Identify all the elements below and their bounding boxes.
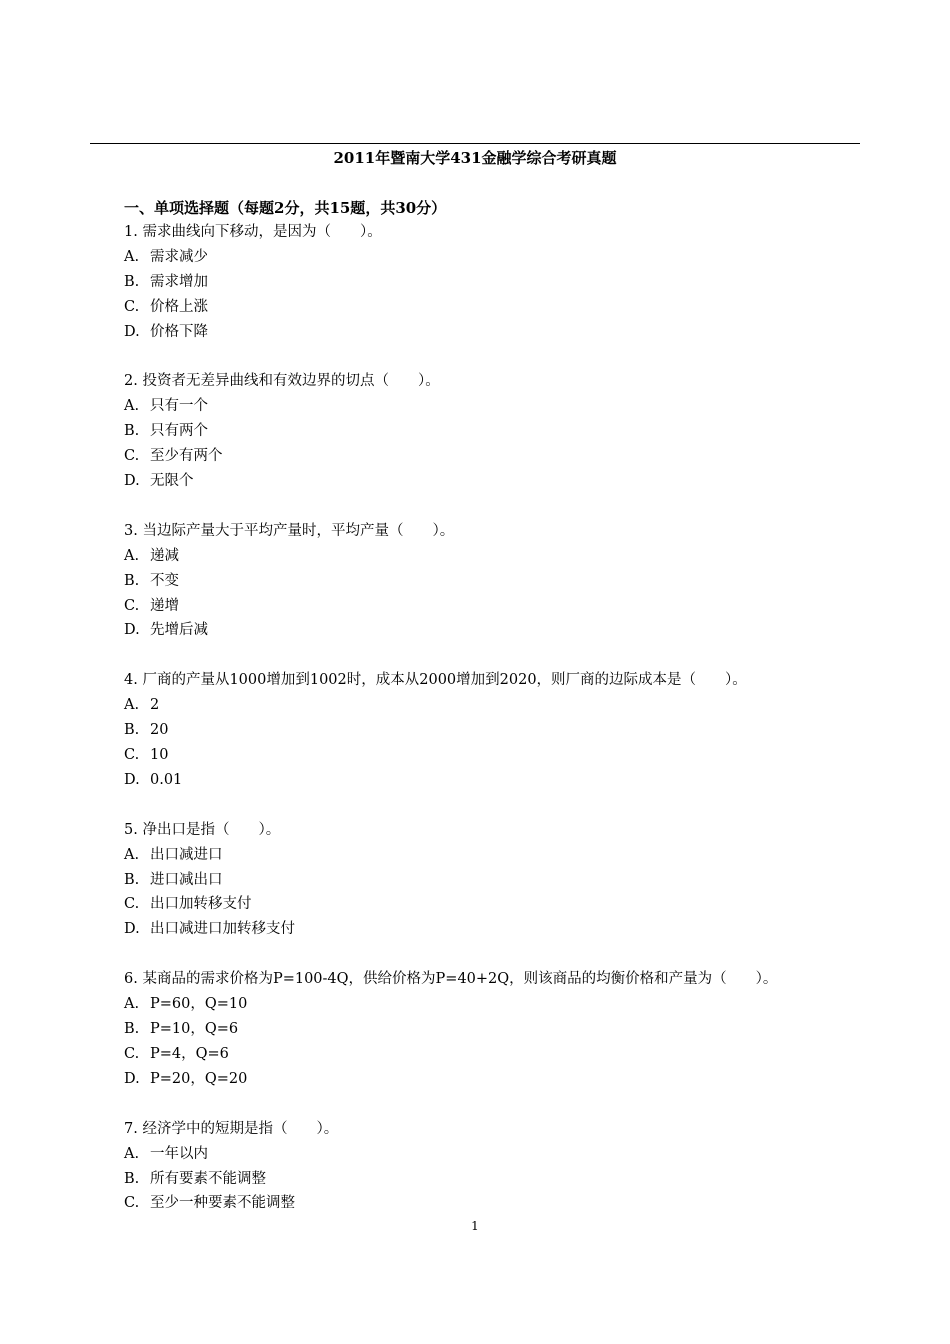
option-text: 价格下降: [150, 323, 208, 340]
option-letter: D.: [124, 1070, 140, 1087]
option-text: 递减: [150, 547, 179, 564]
option-text: 10: [150, 747, 169, 764]
option-letter: C.: [124, 747, 140, 764]
answer-option: [124, 1142, 860, 1167]
answer-option: [124, 1042, 860, 1067]
question-stem: 7. 经济学中的短期是指（ ）。: [124, 1120, 339, 1137]
option-letter: D.: [124, 921, 140, 938]
answer-option: [124, 594, 860, 619]
option-letter: A.: [124, 398, 140, 415]
question-stem: 3. 当边际产量大于平均产量时，平均产量（ ）。: [124, 522, 455, 539]
header-rule: [90, 143, 860, 144]
option-letter: C.: [124, 1045, 140, 1062]
option-text: 需求减少: [150, 248, 208, 265]
option-letter: B.: [124, 1170, 140, 1187]
option-text: 需求增加: [150, 273, 208, 290]
option-text: P=4，Q=6: [150, 1045, 229, 1062]
answer-option: [124, 917, 860, 942]
answer-option: [124, 1191, 860, 1216]
answer-option: [124, 569, 860, 594]
option-text: 只有两个: [150, 423, 208, 440]
content-area: [124, 196, 860, 1241]
question-list: [124, 220, 860, 1216]
answer-option: [124, 320, 860, 345]
answer-option: [124, 270, 860, 295]
option-text: 所有要素不能调整: [150, 1170, 266, 1187]
question-3: [124, 519, 860, 643]
question-6: [124, 967, 860, 1091]
option-letter: D.: [124, 622, 140, 639]
option-text: P=20，Q=20: [150, 1070, 248, 1087]
answer-option: [124, 469, 860, 494]
option-text: 递增: [150, 597, 179, 614]
answer-option: [124, 1167, 860, 1192]
option-letter: C.: [124, 1195, 140, 1212]
option-letter: B.: [124, 722, 140, 739]
answer-option: [124, 544, 860, 569]
option-letter: A.: [124, 846, 140, 863]
option-text: 0.01: [150, 771, 183, 788]
option-text: 出口减进口加转移支付: [150, 921, 295, 938]
question-7: [124, 1117, 860, 1217]
question-stem: 1. 需求曲线向下移动，是因为（ ）。: [124, 224, 382, 240]
answer-option: [124, 843, 860, 868]
option-text: 至少一种要素不能调整: [150, 1195, 295, 1212]
option-letter: C.: [124, 448, 140, 465]
option-text: 至少有两个: [150, 448, 223, 465]
option-letter: B.: [124, 1021, 140, 1038]
option-text: P=10，Q=6: [150, 1021, 239, 1038]
answer-option: [124, 992, 860, 1017]
question-1: [124, 220, 860, 344]
option-text: 无限个: [150, 473, 194, 490]
option-letter: D.: [124, 771, 140, 788]
answer-option: [124, 892, 860, 917]
answer-option: [124, 419, 860, 444]
answer-option: [124, 1017, 860, 1042]
option-text: 2: [150, 697, 160, 714]
question-4: [124, 668, 860, 792]
option-letter: B.: [124, 572, 140, 589]
document-title: 2011年暨南大学431金融学综合考研真题: [333, 149, 617, 167]
question-2: [124, 369, 860, 493]
option-letter: D.: [124, 323, 140, 340]
answer-option: [124, 444, 860, 469]
answer-option: [124, 693, 860, 718]
option-letter: A.: [124, 1145, 140, 1162]
answer-option: [124, 295, 860, 320]
question-stem: 6. 某商品的需求价格为P=100-4Q，供给价格为P=40+2Q，则该商品的均衡价格和产量为（ ）。: [124, 971, 778, 988]
question-stem: 5. 净出口是指（ ）。: [124, 821, 281, 838]
option-text: 一年以内: [150, 1145, 208, 1162]
option-letter: C.: [124, 298, 140, 315]
option-text: 出口减进口: [150, 846, 223, 863]
option-text: 20: [150, 722, 169, 739]
answer-option: [124, 618, 860, 643]
option-text: 先增后减: [150, 622, 208, 639]
option-letter: A.: [124, 996, 140, 1013]
option-letter: C.: [124, 896, 140, 913]
option-letter: D.: [124, 473, 140, 490]
answer-option: [124, 245, 860, 270]
option-text: 进口减出口: [150, 871, 223, 888]
question-5: [124, 818, 860, 942]
option-letter: A.: [124, 697, 140, 714]
question-stem: 2. 投资者无差异曲线和有效边界的切点（ ）。: [124, 373, 440, 390]
answer-option: [124, 394, 860, 419]
option-text: 只有一个: [150, 398, 208, 415]
option-letter: C.: [124, 597, 140, 614]
option-letter: B.: [124, 871, 140, 888]
answer-option: [124, 1067, 860, 1092]
option-letter: A.: [124, 248, 140, 265]
answer-option: [124, 868, 860, 893]
option-text: 不变: [150, 572, 179, 589]
answer-option: [124, 718, 860, 743]
answer-option: [124, 768, 860, 793]
section-heading: 一、单项选择题（每题2分，共15题，共30分）: [124, 199, 447, 217]
option-text: 价格上涨: [150, 298, 208, 315]
option-letter: B.: [124, 423, 140, 440]
option-letter: A.: [124, 547, 140, 564]
page-number: 1: [471, 1219, 479, 1233]
option-letter: B.: [124, 273, 140, 290]
option-text: P=60，Q=10: [150, 996, 248, 1013]
answer-option: [124, 743, 860, 768]
question-stem: 4. 厂商的产量从1000增加到1002时，成本从2000增加到2020，则厂商的边际成本是（ ）。: [124, 672, 747, 689]
option-text: 出口加转移支付: [150, 896, 252, 913]
